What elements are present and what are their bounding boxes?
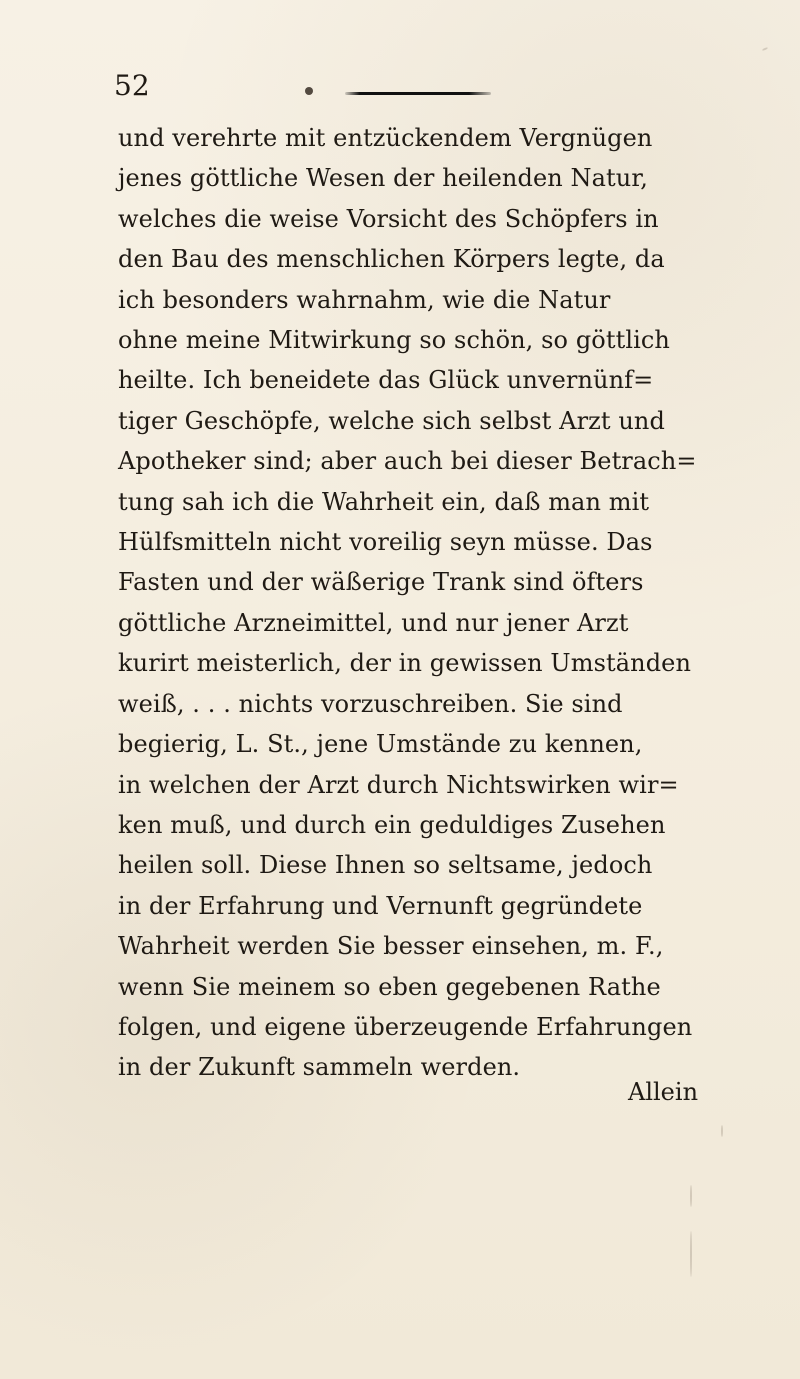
text-line: Apotheker sind; aber auch bei dieser Betrach= (118, 447, 697, 476)
text-line: tung sah ich die Wahrheit ein, daß man mit (118, 487, 650, 516)
header-ornament-dot (305, 87, 313, 95)
catchword: Allein (628, 1078, 699, 1106)
text-line: welches die weise Vorsicht des Schöpfers in (118, 204, 659, 233)
text-line: folgen, und eigene überzeugende Erfahrungen (118, 1012, 693, 1041)
paper-mark (762, 47, 768, 51)
text-line: heilte. Ich beneidete das Glück unvernünf= (118, 366, 654, 395)
text-line: in welchen der Arzt durch Nichtswirken wir= (118, 770, 679, 799)
text-line: ken muß, und durch ein geduldiges Zusehen (118, 810, 666, 839)
paper-mark (690, 1185, 692, 1207)
text-line: Hülfsmitteln nicht voreilig seyn müsse. Das (118, 528, 653, 557)
header-rule (345, 92, 491, 95)
text-line: den Bau des menschlichen Körpers legte, da (118, 245, 665, 274)
body-text (118, 118, 712, 1088)
text-line: kurirt meisterlich, der in gewissen Umständen (118, 649, 692, 678)
text-line: jenes göttliche Wesen der heilenden Natur, (118, 164, 649, 193)
paper-mark (721, 1125, 723, 1137)
text-line: und verehrte mit entzückendem Vergnügen (118, 124, 653, 152)
text-line: Fasten und der wäßerige Trank sind öfters (118, 568, 644, 597)
text-line: weiß, . . . nichts vorzuschreiben. Sie sind (118, 689, 623, 718)
text-line: in der Zukunft sammeln werden. (118, 1053, 521, 1082)
text-line: begierig, L. St., jene Umstände zu kennen, (118, 730, 643, 759)
text-line: Wahrheit werden Sie besser einsehen, m. F., (118, 932, 664, 961)
text-line: ohne meine Mitwirkung so schön, so göttlich (118, 326, 670, 355)
text-line: heilen soll. Diese Ihnen so seltsame, jedoch (118, 851, 653, 880)
text-line: wenn Sie meinem so eben gegebenen Rathe (118, 972, 661, 1001)
text-line: göttliche Arzneimittel, und nur jener Arzt (118, 608, 629, 637)
text-line: ich besonders wahrnahm, wie die Natur (118, 285, 611, 314)
page-number: 52 (114, 69, 150, 102)
paper-mark (690, 1231, 692, 1277)
text-line: tiger Geschöpfe, welche sich selbst Arzt und (118, 406, 665, 435)
text-line: in der Erfahrung und Vernunft gegründete (118, 891, 643, 920)
